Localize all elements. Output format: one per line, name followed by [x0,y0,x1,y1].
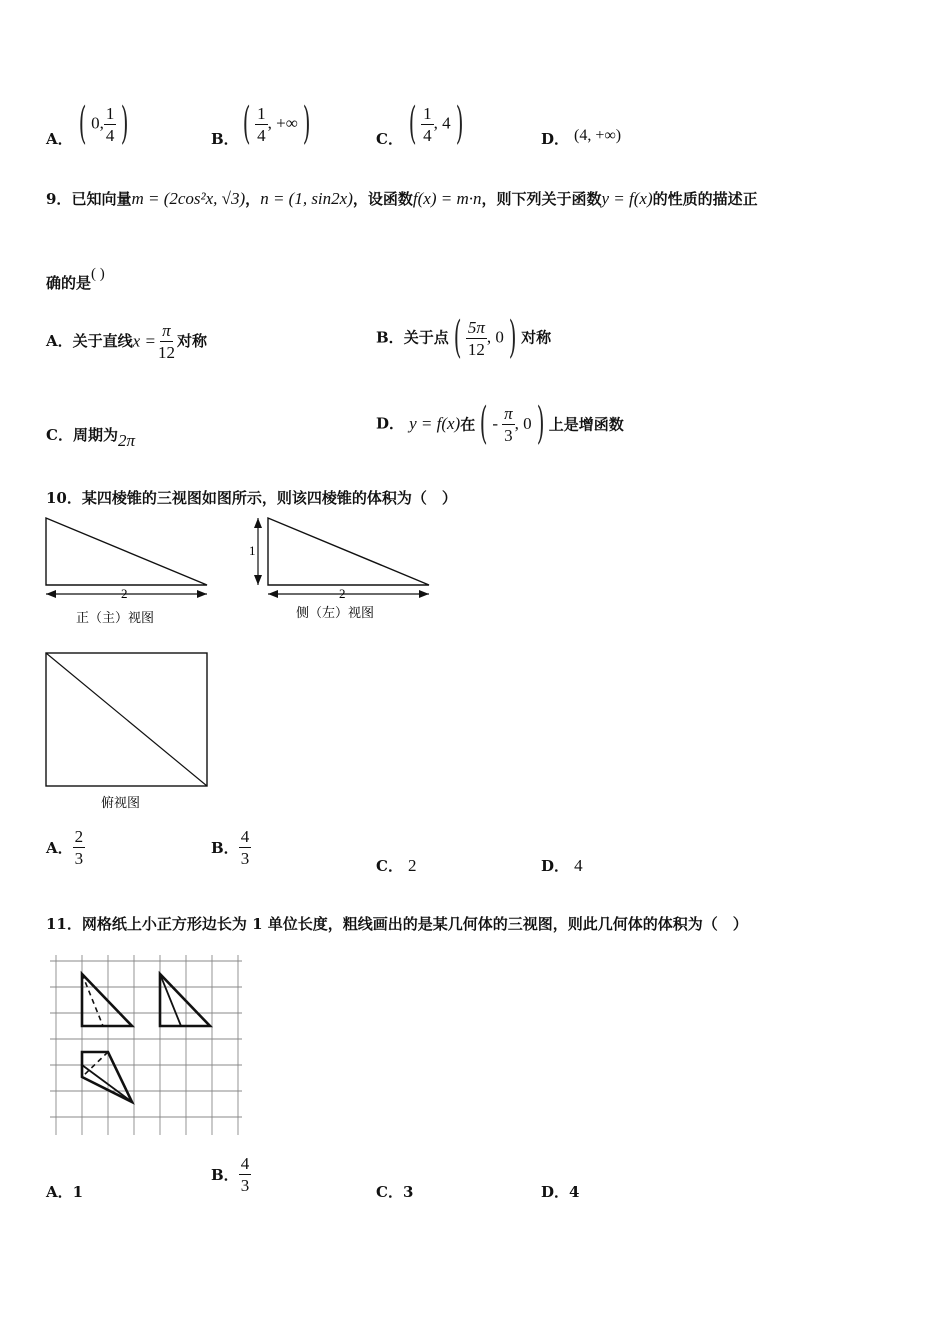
q9-option-d[interactable]: D． y = f(x)在 ( - $\frac{\pi}{3}$ , 0 ) 上是增函数 [376,398,624,449]
front-dim-label: 2 [121,586,128,601]
q9-option-c[interactable]: C．周期为2π [46,426,135,450]
q11-option-a[interactable]: A．1 [46,1183,84,1201]
q9-option-b[interactable]: B．关于点 ( $\frac{5\pi}{12}$ , 0 ) 对称 [376,312,552,363]
fraction: $\frac{1}{4}$ [423,103,432,145]
option-label: D． [541,130,570,148]
fraction: $\frac{4}{3}$ [240,1154,250,1195]
q10-option-d[interactable]: D． 4 [541,856,583,875]
fraction: $\frac{\pi}{3}$ [504,403,513,445]
q10-option-c[interactable]: C． 2 [376,856,417,875]
arrow-right-icon [197,590,207,598]
arrow-right-icon [419,590,429,598]
q10-option-a[interactable]: A． $\frac{2}{3}$ [46,827,84,868]
q8-option-d-value: (4, +∞) [574,127,622,144]
q10-stem: 10．某四棱锥的三视图如图所示，则该四棱锥的体积为（ ） [46,489,457,507]
question-number: 9． [46,190,72,208]
q8-option-b-value: ( $\frac{1}{4}$ , +∞ ) [242,98,311,149]
arrow-left-icon [46,590,56,598]
q10-option-b[interactable]: B． $\frac{4}{3}$ [211,827,250,868]
q8-option-d[interactable] [541,100,570,148]
q9-stem-line1: 9．已知向量m = (2cos²x, √3)，n = (1, sin2x)，设函数f(x) = m·n，则下列关于函数y = f(x)的性质的描述正 [46,189,758,208]
function-y-expr: y = f(x) [601,189,653,208]
function-f-expr: f(x) = m·n [412,189,482,208]
answer-blank: ( ) [91,266,105,282]
q10-three-views-figure [0,510,470,820]
vector-n-expr: n = (1, sin2x) [260,189,353,208]
top-view [46,653,207,810]
q8-option-b[interactable] [211,100,239,148]
front-view-shape [82,974,132,1026]
side-view-shape [160,974,210,1026]
arrow-left-icon [268,590,278,598]
side-view-caption: 侧（左）视图 [296,605,375,620]
q8-options [0,100,950,160]
side-height-label: 1 [249,543,256,558]
q11-option-c[interactable]: C．3 [376,1183,414,1201]
fraction: $\frac{4}{3}$ [240,827,250,868]
option-label: A． [46,130,73,148]
q9-option-a[interactable]: A．关于直线x = $\frac{\pi}{12}$ 对称 [46,321,207,362]
arrow-up-icon [254,518,262,528]
q11-option-d[interactable]: D．4 [541,1183,580,1201]
arrow-down-icon [254,575,262,585]
top-view-caption: 俯视图 [101,795,141,810]
q8-option-a-value: ( 0, $\frac{1}{4}$ ) [78,98,129,149]
q11-grid-figure [50,955,242,1135]
side-dim-label: 2 [339,586,346,601]
front-view [46,518,207,625]
fraction: $\frac{2}{3}$ [74,827,84,868]
q9-stem-line2: 确的是( ) [46,266,105,292]
fraction: $\frac{\pi}{12}$ [157,321,175,362]
fraction: $\frac{1}{4}$ [257,103,266,145]
q11-option-b[interactable]: B． $\frac{4}{3}$ [211,1154,250,1195]
q8-option-a[interactable] [46,100,73,148]
q8-option-c[interactable] [376,100,403,148]
q8-option-c-value: ( $\frac{1}{4}$ , 4 ) [408,98,464,149]
option-label: B． [211,130,239,148]
grid-lines [50,955,242,1135]
side-view [249,518,429,620]
top-view-shape [82,1052,132,1102]
option-label: C． [376,130,403,148]
q11-stem: 11．网格纸上小正方形边长为 1 单位长度，粗线画出的是某几何体的三视图，则此几何体的体积为（ ） [46,915,748,933]
fraction: $\frac{5\pi}{12}$ [467,317,485,359]
front-view-caption: 正（主）视图 [76,610,155,625]
vector-m-expr: m = (2cos²x, √3) [131,189,246,208]
fraction: $\frac{1}{4}$ [105,103,115,145]
